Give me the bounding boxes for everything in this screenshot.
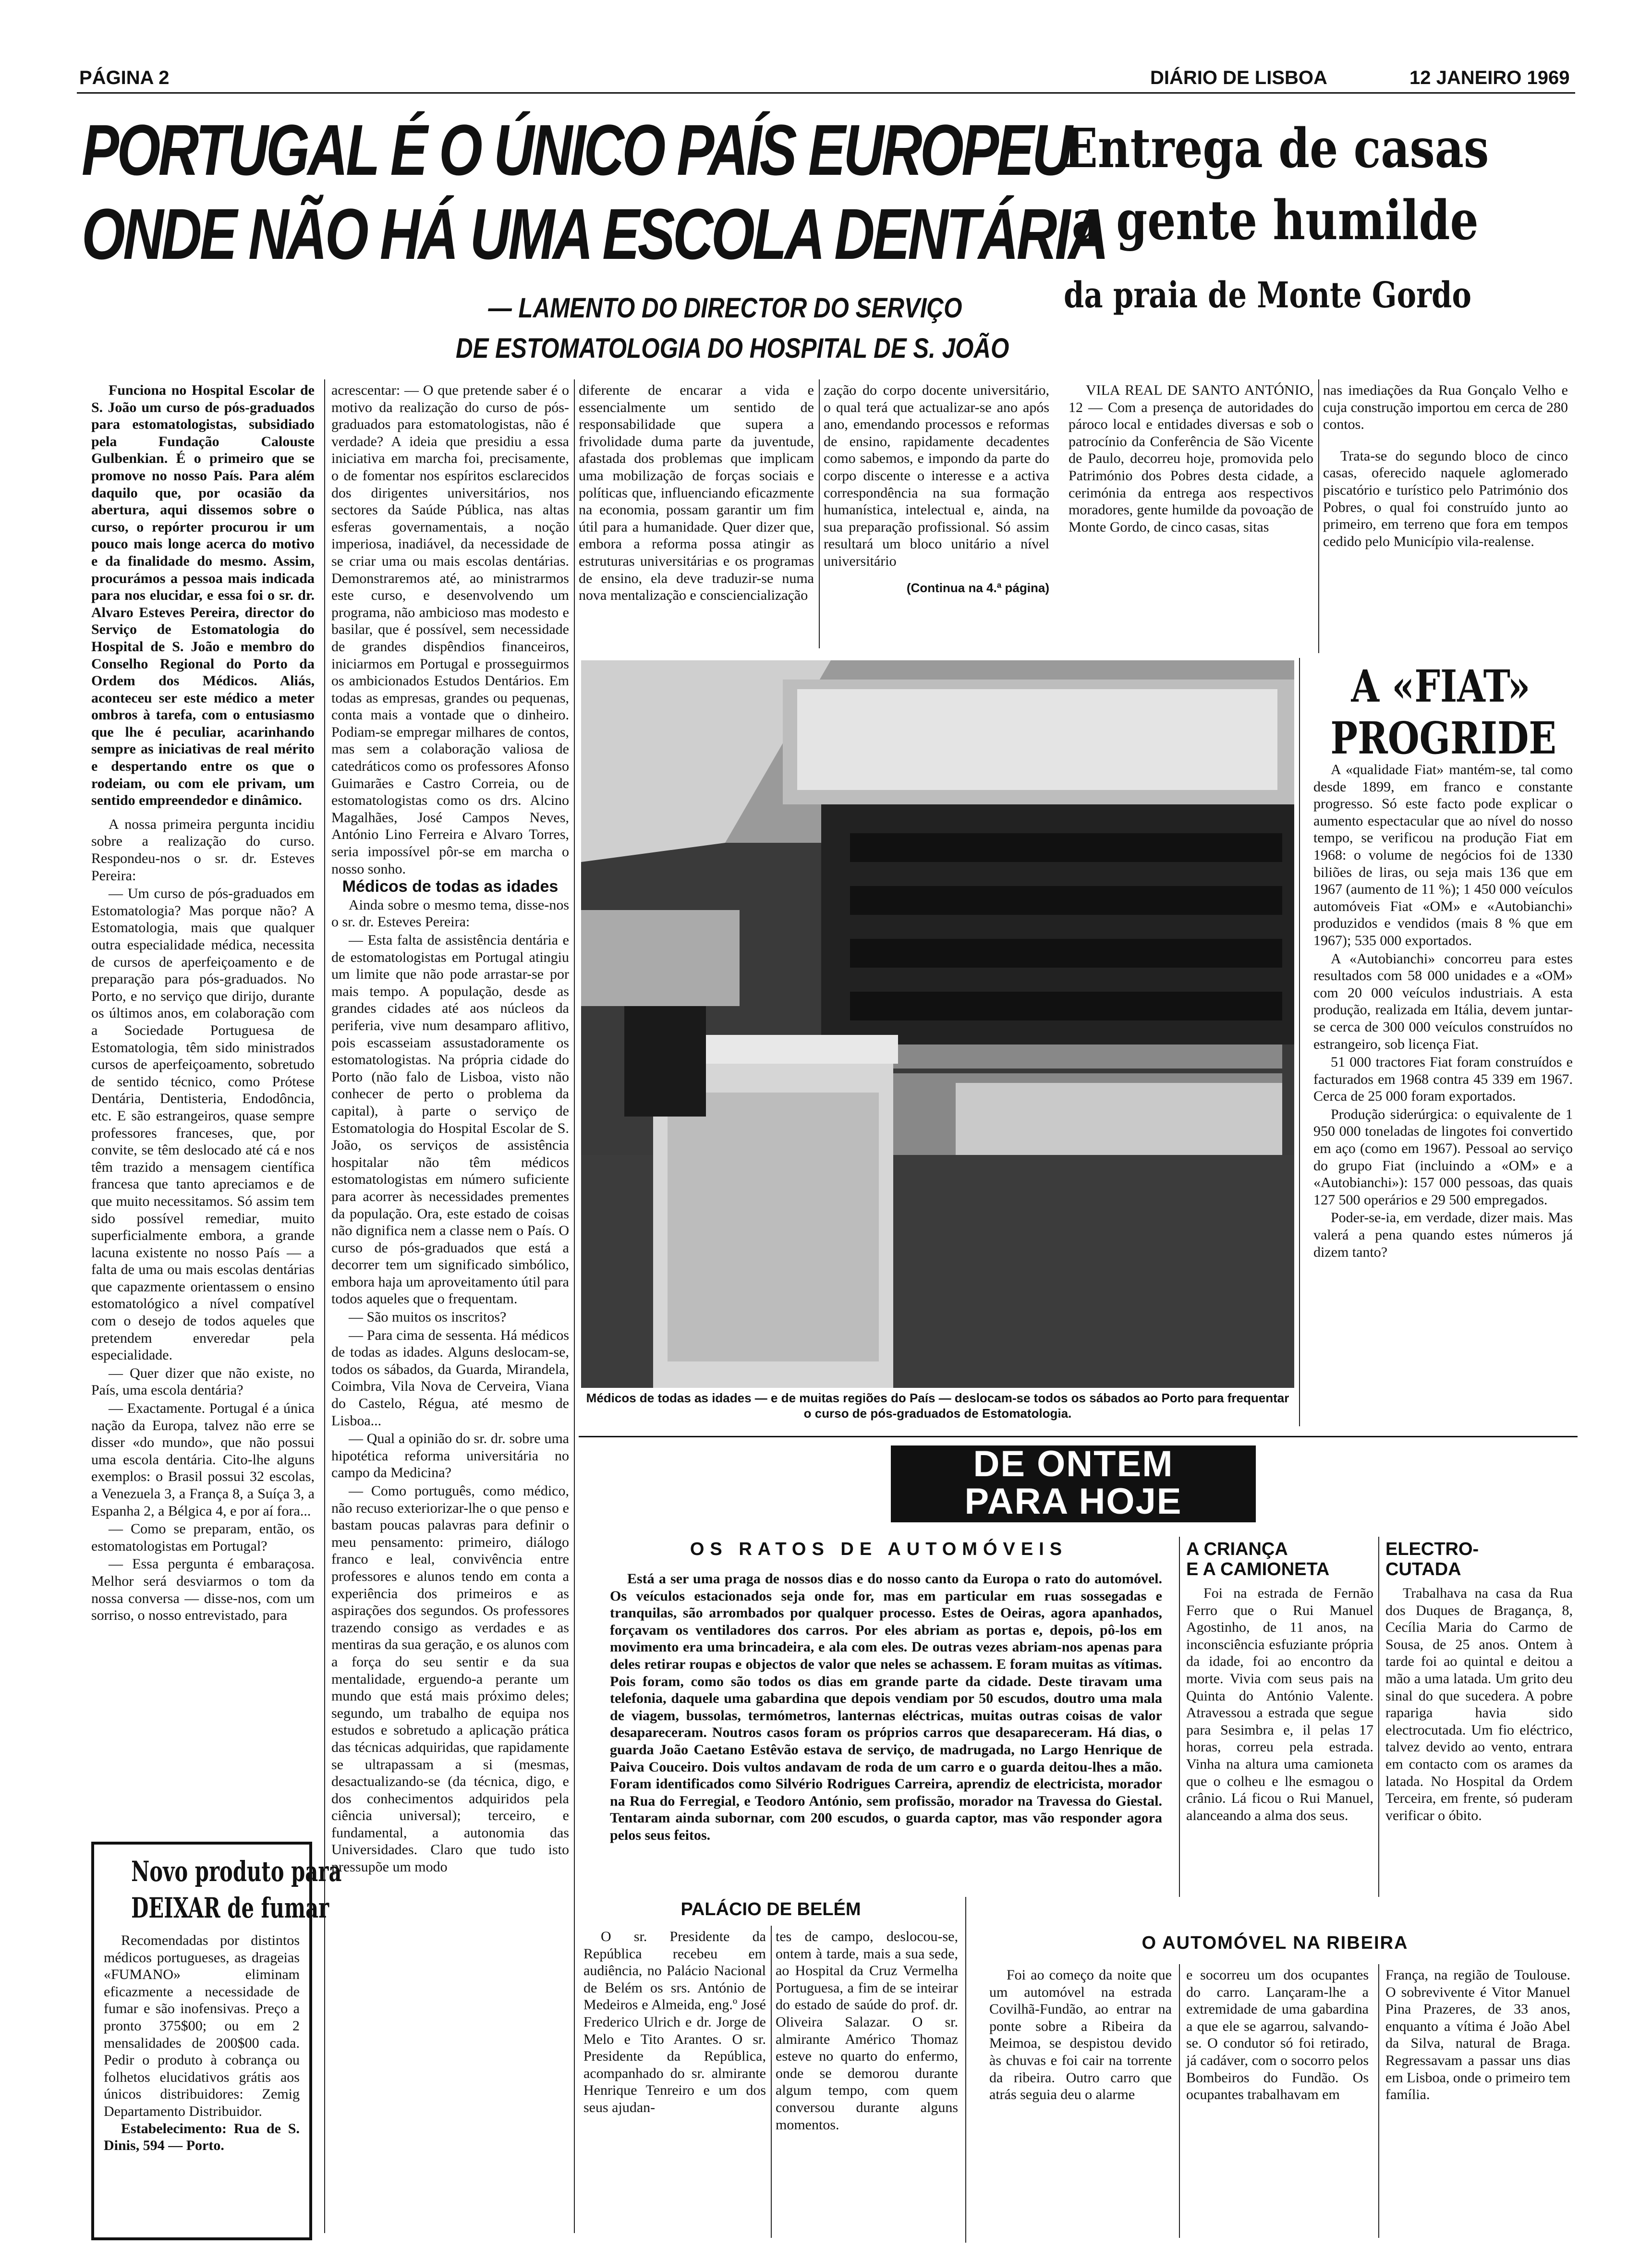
column-rule [1179,1537,1180,1897]
lead-paragraph: — Para cima de sessenta. Há médicos de todas as idades. Alguns deslocam-se, todos os sábados, da Guarda, Mirandela, Coimbra, Vila Nova de Cerveira, Viana do Castelo, Régua, até mesmo de Lisboa... [331,1327,569,1429]
lead-column-1 [91,382,315,1832]
ratos-title: OS RATOS DE AUTOMÓVEIS [690,1539,1068,1559]
belem-paragraph: O sr. Presidente da República recebeu em audiência, no Palácio Nacional de Belém os srs. António de Medeiros e Almeida, eng.º José Frederico Ulrich e dr. Jorge de Melo e Tito Arantes. O sr. Presidente da República, acompanhado do sr. almirante Henrique Tenreiro e um dos seus ajudan- [583,1929,766,2115]
electro-title-line2: CUTADA [1385,1559,1461,1579]
fumano-headline-line2: DEIXAR de fumar [131,1892,329,1924]
casas-headline-line1: Entrega de casas [1064,117,1489,180]
section-rule [579,1436,1578,1437]
lead-column-2 [331,382,569,2235]
lead-paragraph: — Um curso de pós-graduados em Estomatologia? Mas porque não? A Estomatologia, mais que qualquer outra especialidade médica, necessita de cursos de aperfeiçoamento e de preparação para pós-graduados. No Porto, e no serviço que dirijo, durante os últimos anos, em colaboração com a Sociedade Portuguesa de Estomatologia, têm sido ministrados cursos de aperfeiçoamento, sobretudo de sentido técnico, como Prótese Dentária, Dentisteria, Endodôncia, etc. E são estrangeiros, quase sempre professores franceses, que, por convite, se têm deslocado até cá e nos têm trazido a mensagem científica francesa que tanto apreciamos e de que muito necessitamos. Só assim tem sido possível remediar, muito superficialmente embora, a grande lacuna existente no nosso País — a falta de uma ou mais escolas dentárias que capazmente orientassem o ensino estomatológico a nível compatível com o desejo de todos aqueles que pretendem enveredar pela especialidade. [91,886,315,1363]
casas-headline [1064,113,1578,319]
lead-paragraph: — Como português, como médico, não recuso exteriorizar-lhe o que penso e bastam poucas palavras para definir o meu pensamento: primeiro, diálogo franco e leal, convivência entre professores e alunos tendo em conta a experiência dos primeiros e as aspirações dos segundos. Os professores trazendo consigo as verdades e as mentiras da sua geração, e os alunos com a força do seu sentir e da sua mentalidade, erguendo-a perante um mundo que está mais próximo deles; segundo, um trabalho de equipa nos estudos e sobretudo a aplicação prática das técnicas adquiridas, que rapidamente se ultrapassam a si (mesmas, desactualizando-se (da técnica, digo, e dos conhecimentos adquiridos pela ciência universal); terceiro, e fundamental, a autonomia das Universidades. Claro que tudo isto pressupõe um modo [331,1483,569,1875]
column-rule [1318,379,1319,653]
lead-paragraph: — Qual a opinião do sr. dr. sobre uma hipotética reforma universitária no campo da Medicina? [331,1431,569,1481]
lead-subhead-line1: — LAMENTO DO DIRECTOR DO SERVIÇO [488,292,962,324]
continued-note: (Continua na 4.ª página) [906,580,1049,595]
issue-date: 12 JANEIRO 1969 [1409,67,1570,88]
column-rule [819,379,820,648]
paper-name: DIÁRIO DE LISBOA [1150,67,1327,88]
ontem-banner-line1: DE ONTEM [973,1444,1174,1484]
casas-paragraph: nas imediações da Rua Gonçalo Velho e cuja construção importou em cerca de 280 contos. [1323,382,1568,433]
lead-paragraph: — Quer dizer que não existe, no País, uma escola dentária? [91,1365,315,1398]
lead-paragraph: Ainda sobre o mesmo tema, disse-nos o sr. dr. Esteves Pereira: [331,897,569,930]
lead-paragraph: — Como se preparam, então, os estomatologistas em Portugal? [91,1521,315,1554]
lead-subhead [408,288,1042,369]
lead-paragraph: — Exactamente. Portugal é a única nação da Europa, talvez não erre se disser «do mundo», que não possui uma escola dentária. Cito-lhe alguns exemplos: o Brasil possui 32 escolas, a Venezuela 3, a França 8, a Suíça 3, a Espanha 2, a Bélgica 4, e por aí fora... [91,1400,315,1519]
crianca-column [1186,1585,1373,1887]
photo-caption: Médicos de todas as idades — e de muitas regiões do País — deslocam-se todos os sábados ao Porto para frequentar o curso de pós-graduados de Estomatologia. [586,1391,1289,1421]
fiat-headline [1306,660,1575,764]
fumano-headline [104,1853,342,1926]
lead-paragraph: acrescentar: — O que pretende saber é o motivo da realização do curso de pós-graduados para estomatologistas, não é verdade? A ideia que presidiu a essa iniciativa em marcha foi, precisamente, o de fomentar nos espíritos esclarecidos dos dirigentes universitários, nos sectores da Saúde Pública, nas altas esferas governamentais, a noção imperiosa, inadiável, da necessidade de se criar uma ou mais escolas dentárias. Demonstraremos até, ao ministrarmos este curso, e desenvolvendo um programa, não ambicioso mas modesto e basilar, que é possível, sem necessidade de grandes dispêndios financeiros, iniciarmos em Portugal e prosseguirmos os ambicionados Estudos Dentários. Em todas as empresas, grandes ou pequenas, conta mais a vontade que o dinheiro. Podiam-se empregar milhares de contos, mas sem a colaboração valiosa de catedráticos como os professores Afonso Guimarães e Castro Correia, ou de estomatologistas como os drs. Alcino Magalhães, José Campos Neves, António Lino Ferreira e Alvaro Torres, seria impossível pôr-se em marcha o nosso sonho. [331,382,569,877]
lead-subhead-line2: DE ESTOMATOLOGIA DO HOSPITAL DE S. JOÃO [456,333,1009,364]
fumano-headline-line1: Novo produto para [131,1855,342,1888]
lead-paragraph: — Essa pergunta é embaraçosa. Melhor será desviarmos o tom da nossa conversa — disse-nos, com um sorriso, o nosso entrevistado, para [91,1556,315,1624]
casas-column-2 [1323,382,1568,656]
lead-headline-line1: PORTUGAL É O ÚNICO PAÍS EUROPEU [82,109,1070,190]
column-rule [1299,658,1300,1426]
masthead-rule [77,92,1575,94]
fiat-paragraph: A «Autobianchi» concorreu para estes resultados com 58 000 unidades e a «OM» com 20 000 veículos industriais. A esta produção, realizada em Itália, devem juntar-se cerca de 300 000 veículos construídos no estrangeiro, sob licença Fiat. [1313,950,1573,1052]
lead-paragraph: zação do corpo docente universitário, o qual terá que actualizar-se ano após ano, emendando processos e reformas de ensino, rapidamente decadentes como sabemos, e impondo da parte do corpo discente o interesse e a activa correspondência na sua formação humanística, intelectual e, ainda, na sua preparação profissional. Só assim resultará um bloco unitário a nível universitário [824,382,1049,569]
lead-crosshead: Médicos de todas as idades [342,877,559,896]
lecture-hall-illustration [581,660,1294,1388]
ribeira-title: O AUTOMÓVEL NA RIBEIRA [1142,1933,1409,1953]
fumano-advertisement [91,1842,342,2240]
lead-column-4 [824,382,1049,656]
casas-headline-line2: a gente humilde [1071,189,1479,252]
ribeira-column-3 [1385,1967,1570,2240]
electro-title [1385,1539,1573,1579]
fiat-paragraph: Produção siderúrgica: o equivalente de 1 950 000 toneladas de lingotes foi convertido em aço (como em 1967). Pessoal ao serviço do grupo Fiat (incluindo a «OM» e a «Autobianchi»): 157 000 pessoas, das quais 127 500 operários e 29 500 empregados. [1313,1106,1573,1208]
fumano-address: Estabelecimento: Rua de S. Dinis, 594 — Porto. [104,2120,300,2154]
fiat-headline-line1: A «FIAT» [1351,660,1531,712]
lead-headline-line2: ONDE NÃO HÁ UMA ESCOLA DENTÁRIA [82,194,1107,274]
casas-column-1 [1069,382,1313,656]
fiat-paragraph: 51 000 tractores Fiat foram construídos e facturados em 1968 contra 45 339 em 1967. Cerca de 25 000 foram exportados. [1313,1054,1573,1105]
ratos-paragraph: Está a ser uma praga de nossos dias e do nosso canto da Europa o rato do automóvel. Os veículos estacionados seja onde for, mas em particular em ruas sossegadas e tranquilas, são arrombados por qualquer processo. Estes de Oeiras, agora apanhados, forçavam os ventiladores dos carros. Por eles abriam as portas e, depois, pô-los em movimento era uma brincadeira, e ala com eles. De outras vezes abriam-nos apenas para deles retirar roupas e objectos de valor que neles se achassem. E foram muitas as vítimas. Pois foram, como são todos os dias em grande parte da cidade. Deste tiravam uma telefonia, daquele uma gabardina que depois vendiam por 50 escudos, doutro uma mala de viagem, bussolas, termómetros, lanternas eléctricas, muitas outras coisas de valor desapareceram. Noutros casos foram os próprios carros que desapareceram. Há dias, o guarda João Caetano Estêvão estava de serviço, de madrugada, no Largo Henrique de Paiva Couceiro. Dois vultos andavam de roda de um carro e o guarda deitou-lhes a mão. Foram identificados como Silvério Rodrigues Carreira, aprendiz de electricista, morador na Rua do Ferregial, e Teodoro António, sem profissão, morador na Travessa do Giestal. Tentaram ainda subornar, com 200 escudos, o guarda captor, mas vão responder agora pelos seus feitos. [610,1571,1162,1843]
belem-column-2 [776,1928,958,2240]
electro-title-line1: ELECTRO- [1385,1539,1479,1559]
lead-paragraph: A nossa primeira pergunta incidiu sobre a realização do curso. Respondeu-nos o sr. dr. Esteves Pereira: [91,816,315,884]
casas-subhead: da praia de Monte Gordo [1064,275,1471,316]
fiat-column [1313,761,1573,1429]
crianca-title-line2: E A CAMIONETA [1186,1559,1330,1579]
page-number: PÁGINA 2 [79,67,170,88]
ratos-column [610,1570,1162,1887]
column-rule [324,379,325,2233]
column-rule [1378,1964,1379,2238]
belem-paragraph: tes de campo, deslocou-se, ontem à tarde, mais a sua sede, ao Hospital da Cruz Vermelha Portuguesa, a fim de se inteirar do estado de saúde do prof. dr. Oliveira Salazar. O sr. almirante Américo Thomaz esteve no quarto do enfermo, onde se demorou durante algum tempo, com quem conversou durante alguns momentos. [776,1929,958,2133]
ribeira-paragraph: Foi ao começo da noite que um automóvel na estrada Covilhã-Fundão, ao entrar na ponte sobre a Ribeira da Meimoa, se despistou devido às chuvas e foi cair na torrente da ribeira. Outro carro que atrás seguia deu o alarme [989,1967,1172,2103]
ribeira-column-2 [1186,1967,1369,2240]
column-rule [574,379,575,2233]
crianca-paragraph: Foi na estrada de Fernão Ferro que o Rui Manuel Agostinho, de 11 anos, na inconsciência esfuziante própria da idade, foi ao encontro da morte. Vivia com seus pais na Quinta do António Valente. Atravessou a estrada que segue para Sesimbra e, il pelas 17 horas, correu pela estrada. Vinha na altura uma camioneta que o colheu e lhe esmagou o crânio. Lá ficou o Rui Manuel, alanceando a alma dos seus. [1186,1585,1373,1823]
belem-column-1 [583,1928,766,2240]
lecture-hall-photo [581,660,1294,1388]
lead-paragraph: diferente de encarar a vida e essencialmente um sentido de responsabilidade que supera a frivolidade duma parte da juventude, afastada dos problemas que implicam uma mobilização de forças sociais e políticas que, influenciando eficazmente na economia, possam garantir um fim útil para a humanidade. Quer dizer que, embora a reforma possa atingir as estruturas universitárias e os programas de ensino, ela deve traduzir-se numa nova mentalização e consciencialização [579,382,814,604]
crianca-title-line1: A CRIANÇA [1186,1539,1288,1559]
column-rule [965,1897,966,2243]
fiat-paragraph: A «qualidade Fiat» mantém-se, tal como desde 1899, em franco e constante progresso. Só este facto pode explicar o aumento espectacular que ao nível do nosso tempo, se verificou na produção Fiat em 1968: o volume de negócios foi de 1330 biliões de liras, ou seja mais 136 que em 1967 (aumento de 11 %); 1 450 000 veículos automóveis Fiat «OM» e «Autobianchi» produzidos e vendidos (mais 8 % que em 1967); 535 000 exportados. [1313,762,1573,948]
fiat-paragraph: Poder-se-ia, em verdade, dizer mais. Mas valerá a pena quando estes números já dizem tanto? [1313,1210,1573,1260]
casas-paragraph: VILA REAL DE SANTO ANTÓNIO, 12 — Com a presença de autoridades do pároco local e entidades diversas e sob o patrocínio da Conferência de São Vicente de Paulo, decorreu hoje, promovida pelo Património dos Pobres desta cidade, a cerimónia da entrega aos respectivos moradores, gente humilde da povoação de Monte Gordo, de cinco casas, sitas [1069,382,1313,535]
lead-headline [82,109,1107,274]
casas-paragraph: Trata-se do segundo bloco de cinco casas, oferecido naquele aglomerado piscatório e turístico pelo Património dos Pobres, o qual foi construído junto ao primeiro, em terreno que fora em tempos cedido pelo Município vila-realense. [1323,448,1568,549]
column-rule [1179,1964,1180,2238]
column-rule [771,1926,772,2238]
ribeira-column-1 [989,1967,1172,2240]
belem-title: PALÁCIO DE BELÉM [680,1899,861,1919]
ontem-banner [891,1445,1256,1522]
fumano-paragraph: Recomendadas por distintos médicos portugueses, as drageias «FUMANO» eliminam eficazmente a necessidade de fumar e são inofensivas. Preço a pronto 375$00; ou em 2 mensalidades de 200$00 cada. Pedir o produto à cobrança ou folhetos elucidativos grátis aos únicos distribuidores: Zemig Departamento Distribuidor. [104,1932,300,2119]
lead-paragraph: — São muitos os inscritos? [349,1309,507,1325]
fiat-headline-line2: PROGRIDE [1330,712,1556,764]
ontem-banner-line2: PARA HOJE [964,1481,1182,1522]
crianca-title [1186,1539,1373,1579]
ribeira-paragraph: e socorreu um dos ocupantes do carro. Lançaram-lhe a extremidade de uma gabardina a que ele se agarrou, salvando-se. O condutor só foi retirado, já cadáver, com o socorro pelos Bombeiros do Fundão. Os ocupantes trabalhavam em [1186,1967,1369,2103]
lead-intro: Funciona no Hospital Escolar de S. João um curso de pós-graduados para estomatologistas, subsidiado pela Fundação Calouste Gulbenkian. É o primeiro que se promove no nosso País. Para além daquilo que, por ocasião da abertura, aqui dissemos sobre o curso, o repórter procurou ir um pouco mais longe acerca do motivo e da finalidade do mesmo. Assim, procurámos a pessoa mais indicada para nos elucidar, e essa foi o sr. dr. Alvaro Esteves Pereira, director do Serviço de Estomatologia do Hospital de S. João e membro do Conselho Regional do Porto da Ordem dos Médicos. Aliás, aconteceu ser este médico a meter ombros à tarefa, com o entusiasmo que lhe é peculiar, acarinhando sempre as iniciativas de real mérito e despertando entre os que o rodeiam, ou com ele privam, um sentido empreendedor e dinâmico. [91,382,315,809]
column-rule [1378,1537,1379,1897]
ribeira-paragraph: França, na região de Toulouse. O sobrevivente é Vitor Manuel Pina Prazeres, de 33 anos, enquanto a vítima é João Abel da Silva, natural de Braga. Regressavam a passar uns dias em Lisboa, onde o primeiro tem família. [1385,1967,1570,2103]
electro-column [1385,1585,1573,1887]
lead-column-3 [579,382,814,651]
lead-paragraph: — Esta falta de assistência dentária e de estomatologistas em Portugal atingiu um limite que não pode arrastar-se por mais tempo. A população, desde as grandes cidades até aos núcleos da periferia, vive num desamparo aflitivo, pois escasseiam assustadoramente os estomatologistas. Na própria cidade do Porto (não falo de Lisboa, visto não conhecer de perto o problema da capital), à parte o serviço de Estomatologia do Hospital Escolar de S. João, os serviços de assistência hospitalar não têm médicos estomatologistas em número suficiente para acorrer às necessidades prementes da população. Ora, este estado de coisas não dignifica nem a classe nem o País. O curso de pós-graduados que está a decorrer tem um significado simbólico, embora haja um aproveitamento útil para todos aqueles que o frequentam. [331,932,569,1307]
electro-paragraph: Trabalhava na casa da Rua dos Duques de Bragança, 8, Cecília Maria do Carmo de Sousa, de 25 anos. Ontem à tarde foi ao quintal e deitou a mão a uma latada. Um grito deu sinal do que sucedera. A pobre rapariga havia sido electrocutada. Um fio eléctrico, talvez devido ao vento, entrara em contacto com os arames da latada. No Hospital da Ordem Terceira, em frente, só puderam verificar o óbito. [1385,1585,1573,1823]
